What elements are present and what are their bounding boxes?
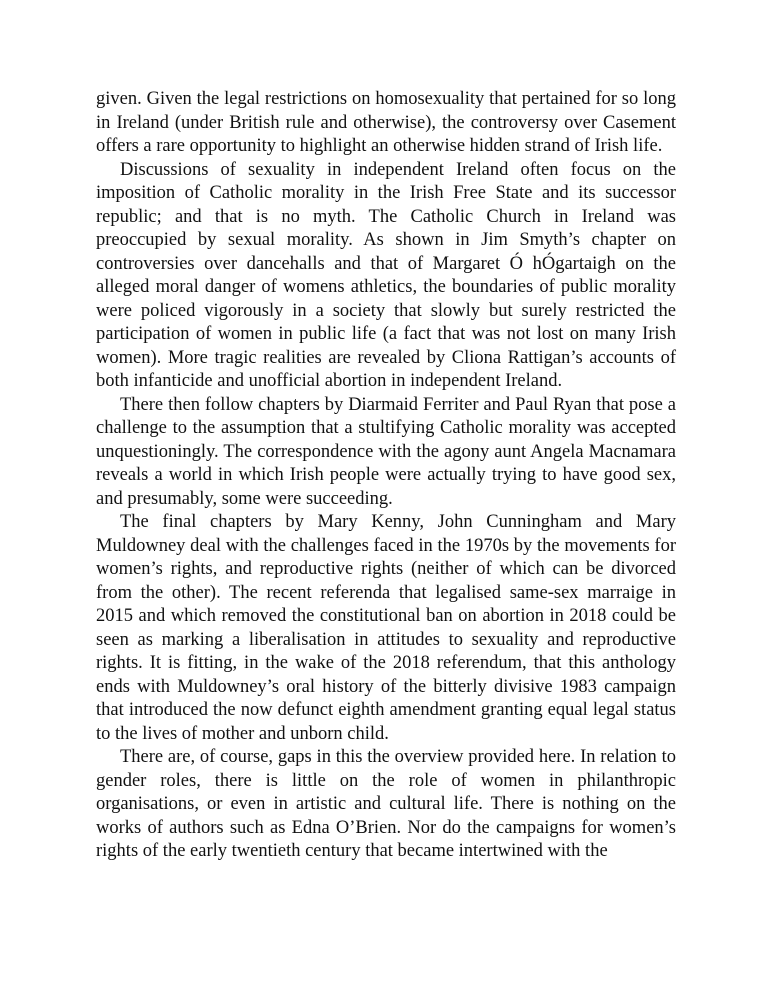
paragraph-final-chapters: The final chapters by Mary Kenny, John Cunningham and Mary Muldowney deal with the challenges faced in the 1970s by the movements for women’s rights, and reproductive rights (neither of which can be divorced from the other). The recent referenda that legalised same-sex marraige in 2015 and which removed the constitutional ban on abortion in 2018 could be seen as marking a liberalisation in attitudes to sexuality and reproductive rights. It is fitting, in the wake of the 2018 referendum, that this anthology ends with Muldowney’s oral history of the bitterly divisive 1983 campaign that introduced the now defunct eighth amendment granting equal legal status to the lives of mother and unborn child. [96,512,676,744]
document-body [96,88,676,864]
paragraph-catholic-morality: Discussions of sexuality in independent Ireland often focus on the imposition of Catholic morality in the Irish Free State and its successor republic; and that is no myth. The Catholic Church in Ireland was preoccupied by sexual morality. As shown in Jim Smyth’s chapter on controversies over dancehalls and that of Margaret Ó hÓgartaigh on the alleged moral danger of womens athletics, the boundaries of public morality were policed vigorously in a society that slowly but surely restricted the participation of women in public life (a fact that was not lost on many Irish women). More tragic realities are revealed by Cliona Rattigan’s accounts of both infanticide and unofficial abortion in independent Ireland. [96,159,676,391]
paragraph-continuation: given. Given the legal restrictions on homosexuality that pertained for so long in Ireland (under British rule and otherwise), the controversy over Casement offers a rare opportunity to highlight an otherwise hidden strand of Irish life. [96,89,676,156]
paragraph-gaps: There are, of course, gaps in this the overview provided here. In relation to gender roles, there is little on the role of women in philanthropic organisations, or even in artistic and cultural life. There is nothing on the works of authors such as Edna O’Brien. Nor do the campaigns for women’s rights of the early twentieth century that became intertwined with the [96,747,676,861]
paragraph-agony-aunt: There then follow chapters by Diarmaid Ferriter and Paul Ryan that pose a challenge to the assumption that a stultifying Catholic morality was accepted unquestioningly. The correspondence with the agony aunt Angela Macnamara reveals a world in which Irish people were actually trying to have good sex, and presumably, some were succeeding. [96,394,676,509]
